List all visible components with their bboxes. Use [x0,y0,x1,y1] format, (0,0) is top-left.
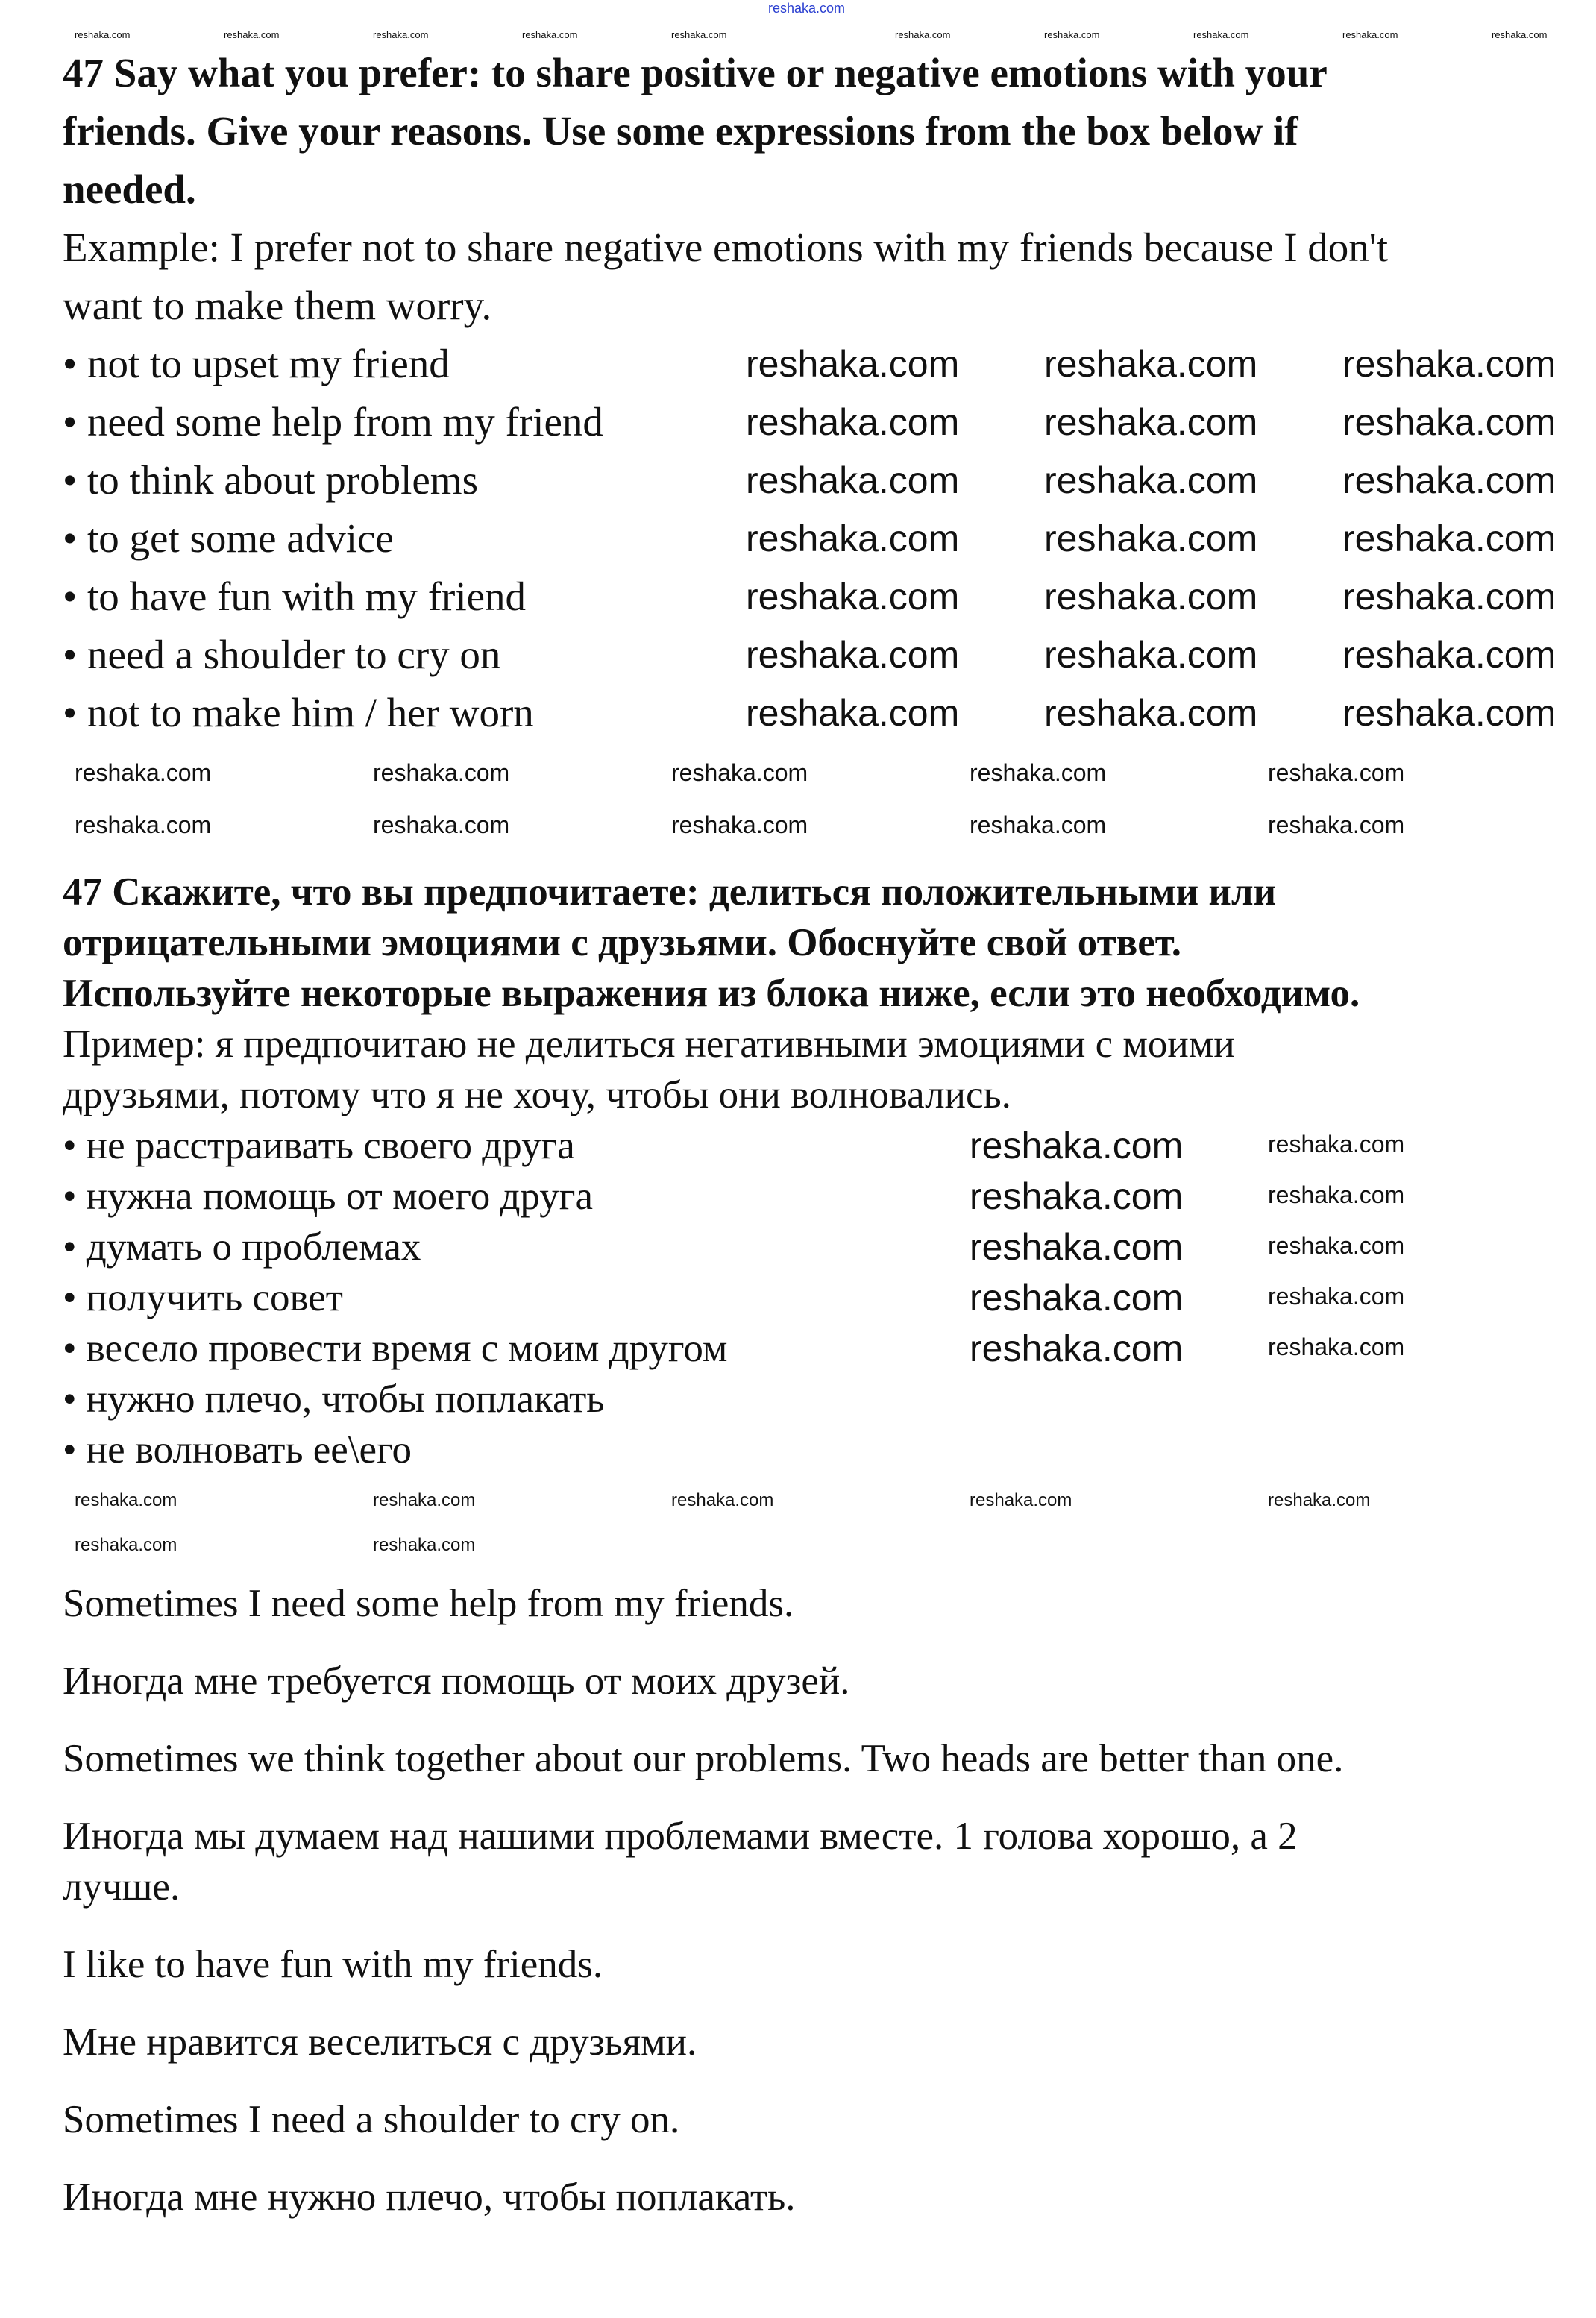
answer-line: Иногда мне требуется помощь от моих друзей. [63,1659,850,1703]
watermark: reshaka.com [373,1535,476,1555]
english-bullet: • need a shoulder to cry on [63,632,501,677]
answer-line: лучше. [63,1865,180,1909]
watermark: reshaka.com [1268,1181,1405,1208]
watermark: reshaka.com [970,1175,1184,1217]
watermark: reshaka.com [1044,459,1258,501]
watermark: reshaka.com [75,1490,177,1510]
english-example-line: Example: I prefer not to share negative emotions with my friends because I don't [63,224,1388,270]
russian-example-line: друзьями, потому что я не хочу, чтобы они волновались. [63,1073,1011,1116]
watermark: reshaka.com [1044,29,1100,40]
english-example-line: want to make them worry. [63,283,492,328]
russian-bullet: • не волновать ее\его [63,1428,412,1471]
watermark: reshaka.com [970,1490,1072,1510]
watermark: reshaka.com [522,29,578,40]
watermark: reshaka.com [970,1328,1184,1369]
watermark: reshaka.com [746,401,960,443]
russian-heading-line: отрицательными эмоциями с друзьями. Обоснуйте свой ответ. [63,921,1182,964]
watermark: reshaka.com [373,29,429,40]
watermark: reshaka.com [224,29,280,40]
watermark: reshaka.com [1268,759,1405,786]
english-bullet: • need some help from my friend [63,399,603,445]
watermark: reshaka.com [373,811,510,838]
watermark: reshaka.com [746,518,960,559]
english-bullet: • to have fun with my friend [63,574,527,619]
english-bullet: • to get some advice [63,515,394,561]
watermark: reshaka.com [1268,1232,1405,1259]
watermark: reshaka.com [373,759,510,786]
russian-bullet: • не расстраивать своего друга [63,1124,575,1167]
watermark: reshaka.com [671,759,808,786]
watermark: reshaka.com [1044,401,1258,443]
watermark: reshaka.com [75,1535,177,1555]
watermark: reshaka.com [1268,1334,1405,1360]
watermark: reshaka.com [1268,1490,1371,1510]
watermark: reshaka.com [1044,576,1258,618]
watermark: reshaka.com [1342,634,1556,676]
watermark: reshaka.com [1342,576,1556,618]
russian-heading-line: 47 Скажите, что вы предпочитаете: делиться положительными или [63,870,1277,914]
english-heading-line: friends. Give your reasons. Use some expressions from the box below if [63,108,1298,154]
russian-example-line: Пример: я предпочитаю не делиться негативными эмоциями с моими [63,1023,1235,1066]
answer-line: Sometimes I need a shoulder to cry on. [63,2098,680,2141]
russian-bullet: • нужно плечо, чтобы поплакать [63,1378,605,1421]
russian-bullet: • весело провести время с моим другом [63,1327,728,1370]
watermark: reshaka.com [970,811,1107,838]
watermark: reshaka.com [970,1226,1184,1268]
watermark: reshaka.com [75,759,212,786]
answer-line: I like to have fun with my friends. [63,1943,603,1986]
watermark: reshaka.com [1342,692,1556,734]
watermark: reshaka.com [970,759,1107,786]
answer-line: Мне нравится веселиться с друзьями. [63,2020,697,2064]
watermark: reshaka.com [970,1277,1184,1319]
english-bullet: • not to upset my friend [63,341,450,386]
russian-bullet: • нужна помощь от моего друга [63,1175,593,1218]
watermark: reshaka.com [1193,29,1249,40]
watermark: reshaka.com [671,29,727,40]
watermark: reshaka.com [1268,1131,1405,1158]
watermark: reshaka.com [746,634,960,676]
english-heading-line: needed. [63,166,196,212]
answer-line: Sometimes we think together about our problems. Two heads are better than one. [63,1737,1344,1780]
watermark: reshaka.com [1044,692,1258,734]
watermark: reshaka.com [671,1490,774,1510]
watermark: reshaka.com [1044,634,1258,676]
answer-line: Иногда мне нужно плечо, чтобы поплакать. [63,2176,796,2219]
answer-line: Иногда мы думаем над нашими проблемами вместе. 1 голова хорошо, а 2 [63,1815,1298,1858]
watermark: reshaka.com [746,692,960,734]
watermark: reshaka.com [1342,518,1556,559]
watermark: reshaka.com [1342,401,1556,443]
english-heading-line: 47 Say what you prefer: to share positive or negative emotions with your [63,50,1328,95]
watermark: reshaka.com [1044,518,1258,559]
english-bullet: • not to make him / her worn [63,690,534,735]
watermark: reshaka.com [75,29,131,40]
watermark: reshaka.com [1342,459,1556,501]
russian-bullet: • думать о проблемах [63,1225,421,1269]
watermark: reshaka.com [746,459,960,501]
russian-heading-line: Используйте некоторые выражения из блока ниже, если это необходимо. [63,972,1360,1015]
watermark: reshaka.com [895,29,951,40]
watermark: reshaka.com [1268,811,1405,838]
watermark: reshaka.com [768,1,846,16]
watermark: reshaka.com [1342,29,1398,40]
watermark: reshaka.com [671,811,808,838]
watermark: reshaka.com [970,1125,1184,1166]
answer-line: Sometimes I need some help from my friends. [63,1582,794,1625]
watermark: reshaka.com [1044,343,1258,385]
watermark: reshaka.com [1342,343,1556,385]
watermark: reshaka.com [1492,29,1548,40]
watermark: reshaka.com [1268,1283,1405,1310]
watermark: reshaka.com [746,576,960,618]
watermark: reshaka.com [75,811,212,838]
watermark: reshaka.com [746,343,960,385]
english-bullet: • to think about problems [63,457,478,503]
russian-bullet: • получить совет [63,1276,343,1319]
watermark: reshaka.com [373,1490,476,1510]
